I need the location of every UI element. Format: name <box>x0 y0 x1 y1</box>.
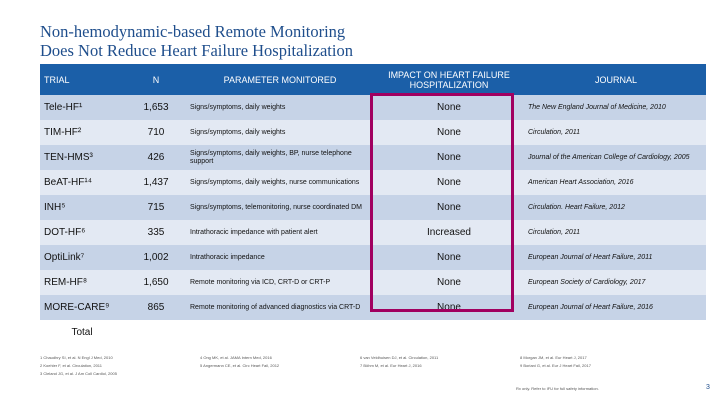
impact-cell: None <box>372 295 526 320</box>
table-row <box>40 195 706 220</box>
journal-cell: European Journal of Heart Failure, 2011 <box>526 245 706 270</box>
impact-cell: None <box>372 170 526 195</box>
trials-table <box>40 64 706 345</box>
n-cell: 335 <box>124 220 188 245</box>
n-cell: 1,437 <box>124 170 188 195</box>
summary-headline: MULTIPLE TRIALS, > 8,500 PATIENTS: <box>208 320 404 332</box>
journal-cell: Circulation. Heart Failure, 2012 <box>526 195 706 220</box>
parameter-cell: Intrathoracic impedance with patient alert <box>188 220 372 245</box>
reference-item: 2 Koehler F, et al. Circulation, 2011 <box>40 363 102 368</box>
reference-item: 3 Cleland JG, et al. J Am Coll Cardiol, 2005 <box>40 371 117 376</box>
impact-cell: Increased <box>372 220 526 245</box>
n-cell: 1,002 <box>124 245 188 270</box>
header-row <box>40 64 706 95</box>
parameter-cell: Remote monitoring via ICD, CRT-D or CRT-P <box>188 270 372 295</box>
parameter-cell: Signs/symptoms, daily weights, BP, nurse telephone support <box>188 145 372 170</box>
table-row <box>40 245 706 270</box>
title-line-2: Does Not Reduce Heart Failure Hospitalization <box>40 41 353 60</box>
parameter-cell: Signs/symptoms, daily weights, nurse communications <box>188 170 372 195</box>
parameter-cell: Signs/symptoms, telemonitoring, nurse coordinated DM <box>188 195 372 220</box>
journal-cell: The New England Journal of Medicine, 2010 <box>526 95 706 120</box>
trial-cell: TEN-HMS³ <box>40 145 124 170</box>
parameter-cell: Signs/symptoms, daily weights <box>188 120 372 145</box>
reference-item: 4 Ong MK, et al. JAMA Intern Med, 2016 <box>200 355 272 360</box>
page-number: 3 <box>706 384 710 391</box>
reference-item: 5 Angermann CE, et al. Circ Heart Fail, 2012 <box>200 363 280 368</box>
n-cell: 1,650 <box>124 270 188 295</box>
journal-cell: Circulation, 2011 <box>526 120 706 145</box>
journal-cell: European Journal of Heart Failure, 2016 <box>526 295 706 320</box>
table-row <box>40 95 706 120</box>
trial-cell: TIM-HF² <box>40 120 124 145</box>
table-row <box>40 270 706 295</box>
impact-cell: None <box>372 120 526 145</box>
trial-cell: REM-HF⁸ <box>40 270 124 295</box>
header-parameter: PARAMETER MONITORED <box>188 64 372 95</box>
impact-cell: None <box>372 270 526 295</box>
footnote: Rx only. Refer to IFU for full safety information. <box>516 386 599 391</box>
header-n: N <box>124 64 188 95</box>
trial-cell: DOT-HF⁶ <box>40 220 124 245</box>
trial-cell: BeAT-HF¹⁴ <box>40 170 124 195</box>
impact-cell: None <box>372 195 526 220</box>
table-row <box>40 145 706 170</box>
n-cell: 865 <box>124 295 188 320</box>
reference-item: 9 Boriani G, et al. Eur J Heart Fail, 2017 <box>520 363 591 368</box>
parameter-cell: Signs/symptoms, daily weights <box>188 95 372 120</box>
table-row <box>40 170 706 195</box>
header-trial: TRIAL <box>40 64 124 95</box>
journal-cell: European Society of Cardiology, 2017 <box>526 270 706 295</box>
journal-cell: Circulation, 2011 <box>526 220 706 245</box>
total-row <box>40 320 706 345</box>
n-cell: 426 <box>124 145 188 170</box>
journal-cell: Journal of the American College of Cardiology, 2005 <box>526 145 706 170</box>
summary-banner <box>188 320 706 345</box>
table-row <box>40 220 706 245</box>
header-journal: JOURNAL <box>526 64 706 95</box>
n-cell: 715 <box>124 195 188 220</box>
parameter-cell: Remote monitoring of advanced diagnostics via CRT-D <box>188 295 372 320</box>
trial-cell: INH⁵ <box>40 195 124 220</box>
reference-item: 8 Morgan JM, et al. Eur Heart J, 2017 <box>520 355 587 360</box>
trial-cell: MORE-CARE⁹ <box>40 295 124 320</box>
summary-subline: No reduction in heart failure hospitalization <box>208 334 369 344</box>
impact-cell: None <box>372 245 526 270</box>
table-row <box>40 120 706 145</box>
total-label: Total <box>40 320 124 345</box>
parameter-cell: Intrathoracic impedance <box>188 245 372 270</box>
header-impact: IMPACT ON HEART FAILURE HOSPITALIZATION <box>372 64 526 95</box>
trial-cell: Tele-HF¹ <box>40 95 124 120</box>
reference-item: 1 Chaudhry SI, et al. N Engl J Med, 2010 <box>40 355 113 360</box>
impact-cell: None <box>372 145 526 170</box>
n-cell: 710 <box>124 120 188 145</box>
journal-cell: American Heart Association, 2016 <box>526 170 706 195</box>
reference-item: 6 van Veldhuisen DJ, et al. Circulation, 2011 <box>360 355 439 360</box>
title-line-1: Non-hemodynamic-based Remote Monitoring <box>40 22 346 41</box>
slide-title <box>40 22 520 60</box>
n-cell: 1,653 <box>124 95 188 120</box>
table-row <box>40 295 706 320</box>
impact-cell: None <box>372 95 526 120</box>
reference-item: 7 Böhm M, et al. Eur Heart J, 2016 <box>360 363 422 368</box>
trial-cell: OptiLink⁷ <box>40 245 124 270</box>
total-n: 8,793 <box>124 320 188 345</box>
